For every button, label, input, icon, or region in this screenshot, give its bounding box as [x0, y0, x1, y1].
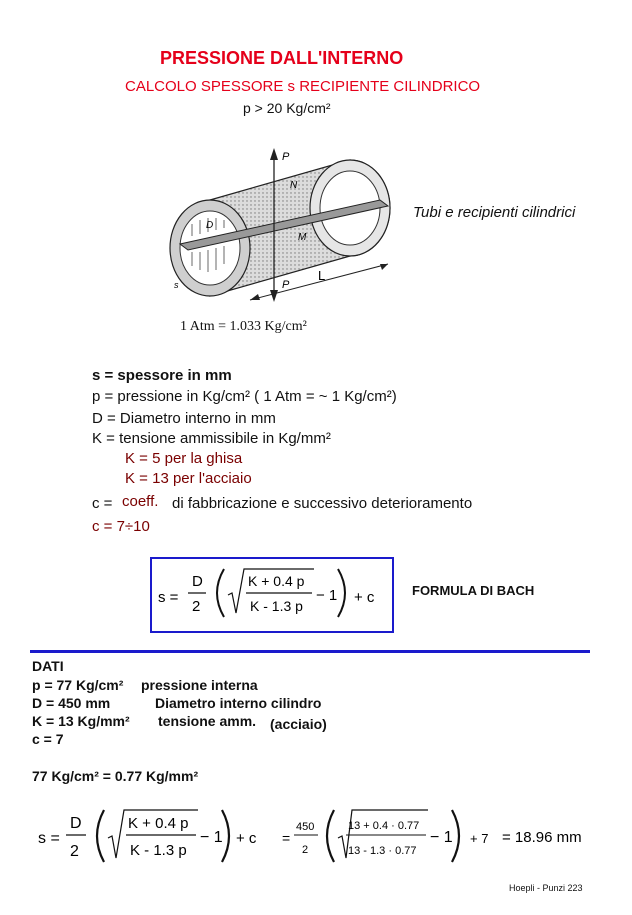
- figure-caption: Tubi e recipienti cilindrici: [413, 204, 576, 221]
- svg-text:− 1: − 1: [430, 829, 453, 846]
- data-d-value: D = 450 mm: [32, 695, 111, 711]
- svg-text:2: 2: [70, 843, 79, 860]
- def-p: p = pressione in Kg/cm² ( 1 Atm = ~ 1 Kg/cm²): [92, 388, 397, 405]
- data-p-value: p = 77 Kg/cm²: [32, 677, 124, 693]
- calculation: [30, 802, 610, 872]
- svg-text:− 1: − 1: [316, 587, 338, 604]
- def-c-coeff: coeff.: [122, 493, 159, 510]
- data-heading: DATI: [32, 658, 64, 674]
- svg-text:K - 1.3 p: K - 1.3 p: [250, 598, 303, 614]
- data-k-note: (acciaio): [270, 716, 327, 732]
- def-k: K = tensione ammissibile in Kg/mm²: [92, 430, 331, 447]
- def-k-acciaio: K = 13 per l'acciaio: [125, 470, 252, 487]
- svg-text:K + 0.4 p: K + 0.4 p: [128, 815, 189, 832]
- atm-conversion: 1 Atm = 1.033 Kg/cm²: [180, 319, 307, 334]
- svg-text:13 - 1.3 · 0.77: 13 - 1.3 · 0.77: [348, 845, 417, 857]
- svg-text:K - 1.3 p: K - 1.3 p: [130, 842, 187, 859]
- pressure-condition: p > 20 Kg/cm²: [243, 100, 331, 116]
- bach-formula: [152, 559, 388, 627]
- label-m: M: [298, 232, 307, 243]
- svg-text:= 18.96 mm: = 18.96 mm: [502, 829, 582, 846]
- page-subtitle: CALCOLO SPESSORE s RECIPIENTE CILINDRICO: [125, 78, 481, 95]
- data-p-desc: pressione interna: [141, 677, 258, 693]
- arrow-down-icon: [270, 290, 278, 302]
- svg-text:− 1: − 1: [200, 829, 223, 846]
- def-d: D = Diametro interno in mm: [92, 410, 276, 427]
- label-d: D: [206, 220, 214, 231]
- cylinder-figure: [150, 140, 420, 320]
- label-p-bottom: P: [282, 279, 290, 291]
- def-c-desc: di fabbricazione e successivo deterioramento: [172, 495, 473, 512]
- svg-text:D: D: [192, 573, 203, 590]
- svg-text:s =: s =: [158, 589, 179, 606]
- svg-text:+ c: + c: [354, 589, 375, 606]
- svg-text:=: =: [282, 830, 291, 846]
- svg-text:2: 2: [192, 598, 201, 615]
- svg-text:13 + 0.4 · 0.77: 13 + 0.4 · 0.77: [348, 820, 420, 832]
- data-d-desc: Diametro interno cilindro: [155, 695, 322, 711]
- def-c-range: c = 7÷10: [92, 518, 150, 535]
- footer-credit: Hoepli - Punzi 223: [509, 883, 583, 893]
- data-conversion: 77 Kg/cm² = 0.77 Kg/mm²: [32, 768, 199, 784]
- svg-text:+ c: + c: [236, 830, 257, 847]
- svg-text:D: D: [70, 815, 82, 832]
- def-c-prefix: c =: [92, 495, 113, 512]
- svg-text:K + 0.4 p: K + 0.4 p: [248, 573, 305, 589]
- svg-text:450: 450: [296, 821, 315, 833]
- page-title: PRESSIONE DALL'INTERNO: [160, 48, 404, 68]
- label-p-top: P: [282, 151, 290, 163]
- def-k-ghisa: K = 5 per la ghisa: [125, 450, 243, 467]
- data-k-value: K = 13 Kg/mm²: [32, 713, 130, 729]
- label-n: N: [290, 180, 298, 191]
- data-k-desc: tensione amm.: [158, 713, 257, 729]
- svg-text:s =: s =: [38, 830, 60, 847]
- formula-name: FORMULA DI BACH: [412, 583, 535, 598]
- data-c-value: c = 7: [32, 731, 64, 747]
- svg-text:2: 2: [302, 844, 309, 856]
- svg-text:+ 7: + 7: [470, 831, 489, 846]
- label-s: s: [174, 280, 179, 290]
- separator: [30, 650, 590, 653]
- label-l: L: [318, 268, 326, 283]
- arrow-up-icon: [270, 148, 278, 160]
- def-s: s = spessore in mm: [92, 367, 232, 384]
